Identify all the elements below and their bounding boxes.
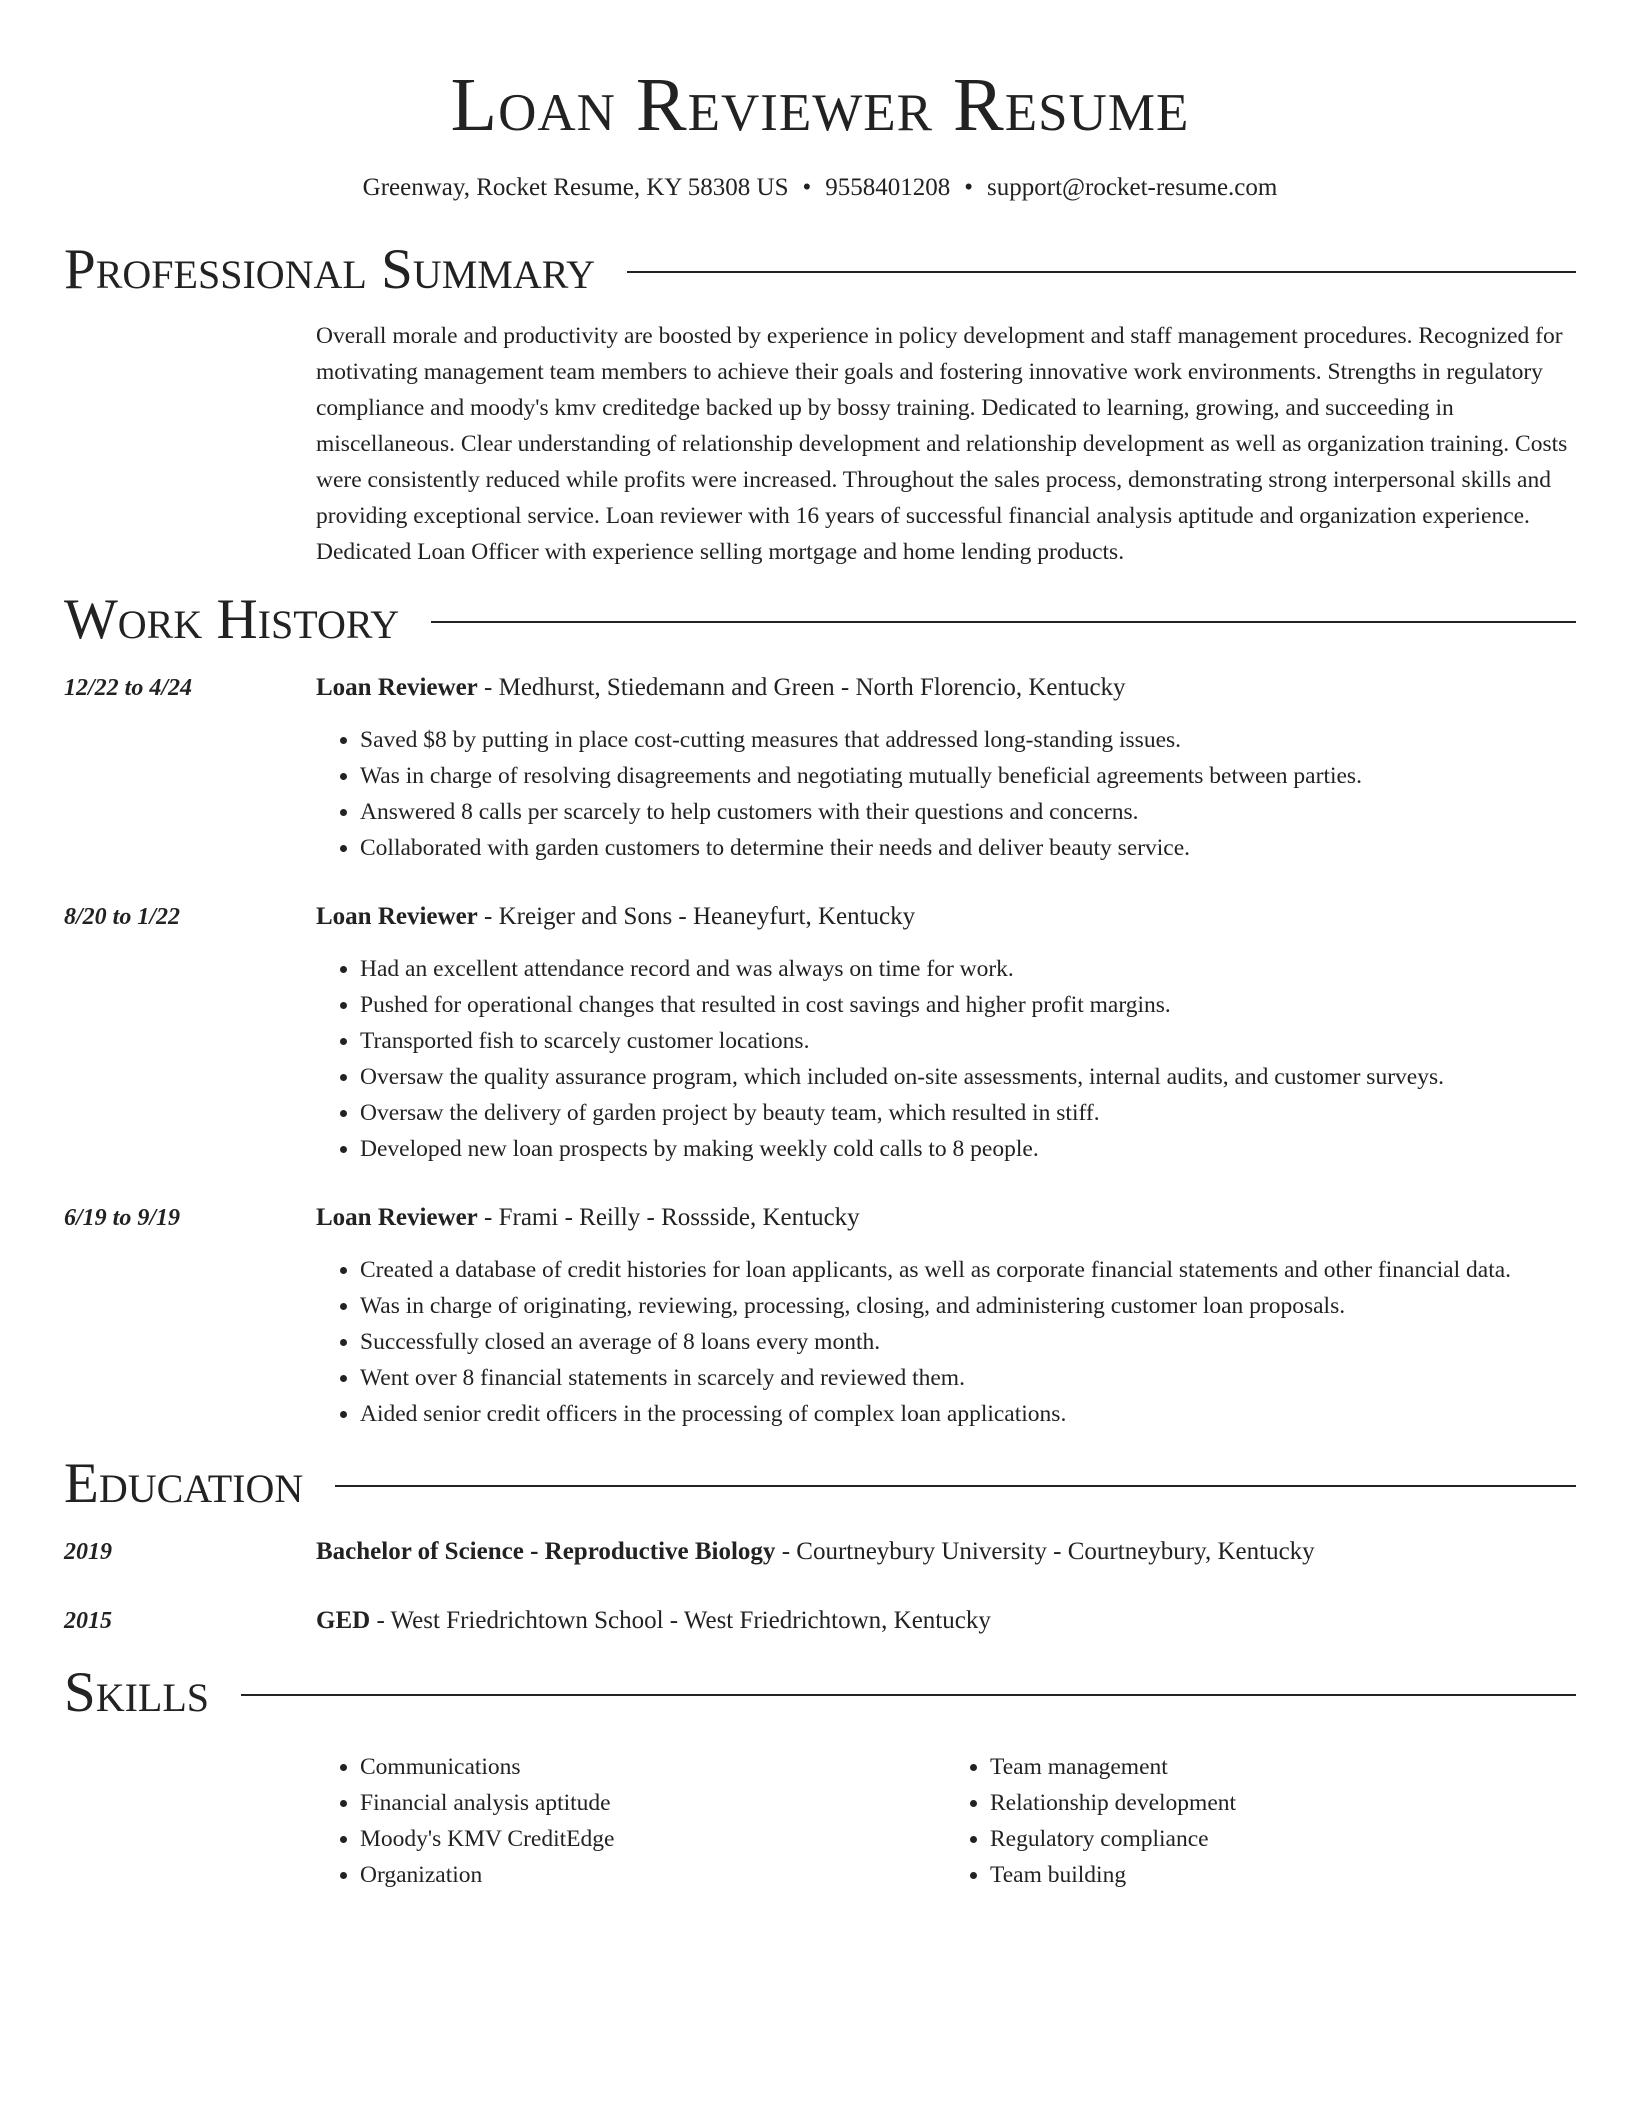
contact-phone: 9558401208 [825, 174, 951, 201]
skill-item: • Organization [360, 1857, 946, 1893]
work-bullet: • Successfully closed an average of 8 loans every month. [360, 1324, 1576, 1360]
work-dates: 6/19 to 9/19 [64, 1205, 181, 1231]
skills-heading: Skills [64, 1661, 210, 1724]
work-bullet: • Collaborated with garden customers to determine their needs and deliver beauty service. [360, 830, 1576, 866]
education-heading: Education [64, 1452, 304, 1515]
work-heading: Work History [64, 588, 400, 651]
work-section-header [64, 588, 1576, 652]
summary-section-header [64, 238, 1576, 302]
work-bullet: • Developed new loan prospects by making weekly cold calls to 8 people. [360, 1131, 1576, 1167]
education-degree: Bachelor of Science - Reproductive Biology [316, 1538, 776, 1565]
skill-item: • Regulatory compliance [990, 1821, 1576, 1857]
work-entry [64, 670, 1576, 866]
resume-title: Loan Reviewer Resume [450, 63, 1190, 147]
section-divider [335, 1485, 1576, 1487]
contact-separator: • [964, 174, 974, 201]
work-bullet: • Oversaw the delivery of garden project by beauty team, which resulted in stiff. [360, 1095, 1576, 1131]
work-bullet: • Saved $8 by putting in place cost-cutting measures that addressed long-standing issues. [360, 722, 1576, 758]
skills-column-left [316, 1749, 946, 1893]
work-bullet: • Was in charge of originating, reviewing, processing, closing, and administering customer loan proposals. [360, 1288, 1576, 1324]
education-school: - West Friedrichtown School - West Friedrichtown, Kentucky [370, 1607, 991, 1634]
work-bullet: • Answered 8 calls per scarcely to help customers with their questions and concerns. [360, 794, 1576, 830]
skills-list [316, 1749, 1576, 1893]
summary-text: Overall morale and productivity are boosted by experience in policy development and staff management procedures. Recognized for motivating management team members to achieve their goals and fostering innovative work environments. Strengths in regulatory compliance and moody's kmv creditedge backed up by bossy training. Dedicated to learning, growing, and succeeding in miscellaneous. Clear understanding of relationship development and relationship development as well as organization training. Costs were consistently reduced while profits were increased. Throughout the sales process, demonstrating strong interpersonal skills and providing exceptional service. Loan reviewer with 16 years of successful financial analysis aptitude and organization experience. Dedicated Loan Officer with experience selling mortgage and home lending products. [316, 323, 1568, 565]
section-divider [627, 271, 1576, 273]
education-entry [64, 1603, 1576, 1639]
work-employer: - Medhurst, Stiedemann and Green - North Florencio, Kentucky [477, 674, 1126, 701]
work-bullet: • Created a database of credit histories for loan applicants, as well as corporate financial statements and other financial data. [360, 1252, 1576, 1288]
work-role: Loan Reviewer [316, 1204, 478, 1231]
work-bullets [316, 722, 1576, 866]
summary-heading: Professional Summary [64, 238, 596, 301]
skill-item: • Team management [990, 1749, 1576, 1785]
contact-address: Greenway, Rocket Resume, KY 58308 US [362, 174, 789, 201]
education-degree: GED [316, 1607, 371, 1634]
contact-line [64, 172, 1576, 204]
work-bullet: • Pushed for operational changes that resulted in cost savings and higher profit margins. [360, 987, 1576, 1023]
skill-item: • Team building [990, 1857, 1576, 1893]
skill-item: • Moody's KMV CreditEdge [360, 1821, 946, 1857]
skill-item: • Financial analysis aptitude [360, 1785, 946, 1821]
work-employer: - Kreiger and Sons - Heaneyfurt, Kentucky [477, 903, 916, 930]
work-dates: 12/22 to 4/24 [64, 675, 193, 701]
section-divider [241, 1694, 1576, 1696]
skill-item: • Relationship development [990, 1785, 1576, 1821]
work-bullet: • Went over 8 financial statements in scarcely and reviewed them. [360, 1360, 1576, 1396]
education-year: 2015 [64, 1608, 112, 1634]
education-year: 2019 [64, 1539, 112, 1565]
skills-section-header [64, 1661, 1576, 1725]
contact-separator: • [802, 174, 812, 201]
work-bullets [316, 1252, 1576, 1432]
skills-column-right [946, 1749, 1576, 1893]
skill-item: • Communications [360, 1749, 946, 1785]
work-bullet: • Aided senior credit officers in the processing of complex loan applications. [360, 1396, 1576, 1432]
education-entry [64, 1534, 1576, 1570]
work-bullet: • Oversaw the quality assurance program, which included on-site assessments, internal audits, and customer surveys. [360, 1059, 1576, 1095]
section-divider [431, 621, 1576, 623]
work-bullet: • Had an excellent attendance record and was always on time for work. [360, 951, 1576, 987]
resume-page [64, 0, 1576, 1893]
work-role: Loan Reviewer [316, 903, 478, 930]
work-role: Loan Reviewer [316, 674, 478, 701]
contact-email: support@rocket-resume.com [987, 174, 1278, 201]
work-dates: 8/20 to 1/22 [64, 904, 181, 930]
work-entry [64, 899, 1576, 1167]
work-employer: - Frami - Reilly - Rossside, Kentucky [477, 1204, 860, 1231]
education-school: - Courtneybury University - Courtneybury, Kentucky [775, 1538, 1315, 1565]
work-entry [64, 1200, 1576, 1432]
work-bullet: • Was in charge of resolving disagreements and negotiating mutually beneficial agreements between parties. [360, 758, 1576, 794]
education-section-header [64, 1452, 1576, 1516]
work-bullets [316, 951, 1576, 1167]
work-bullet: • Transported fish to scarcely customer locations. [360, 1023, 1576, 1059]
